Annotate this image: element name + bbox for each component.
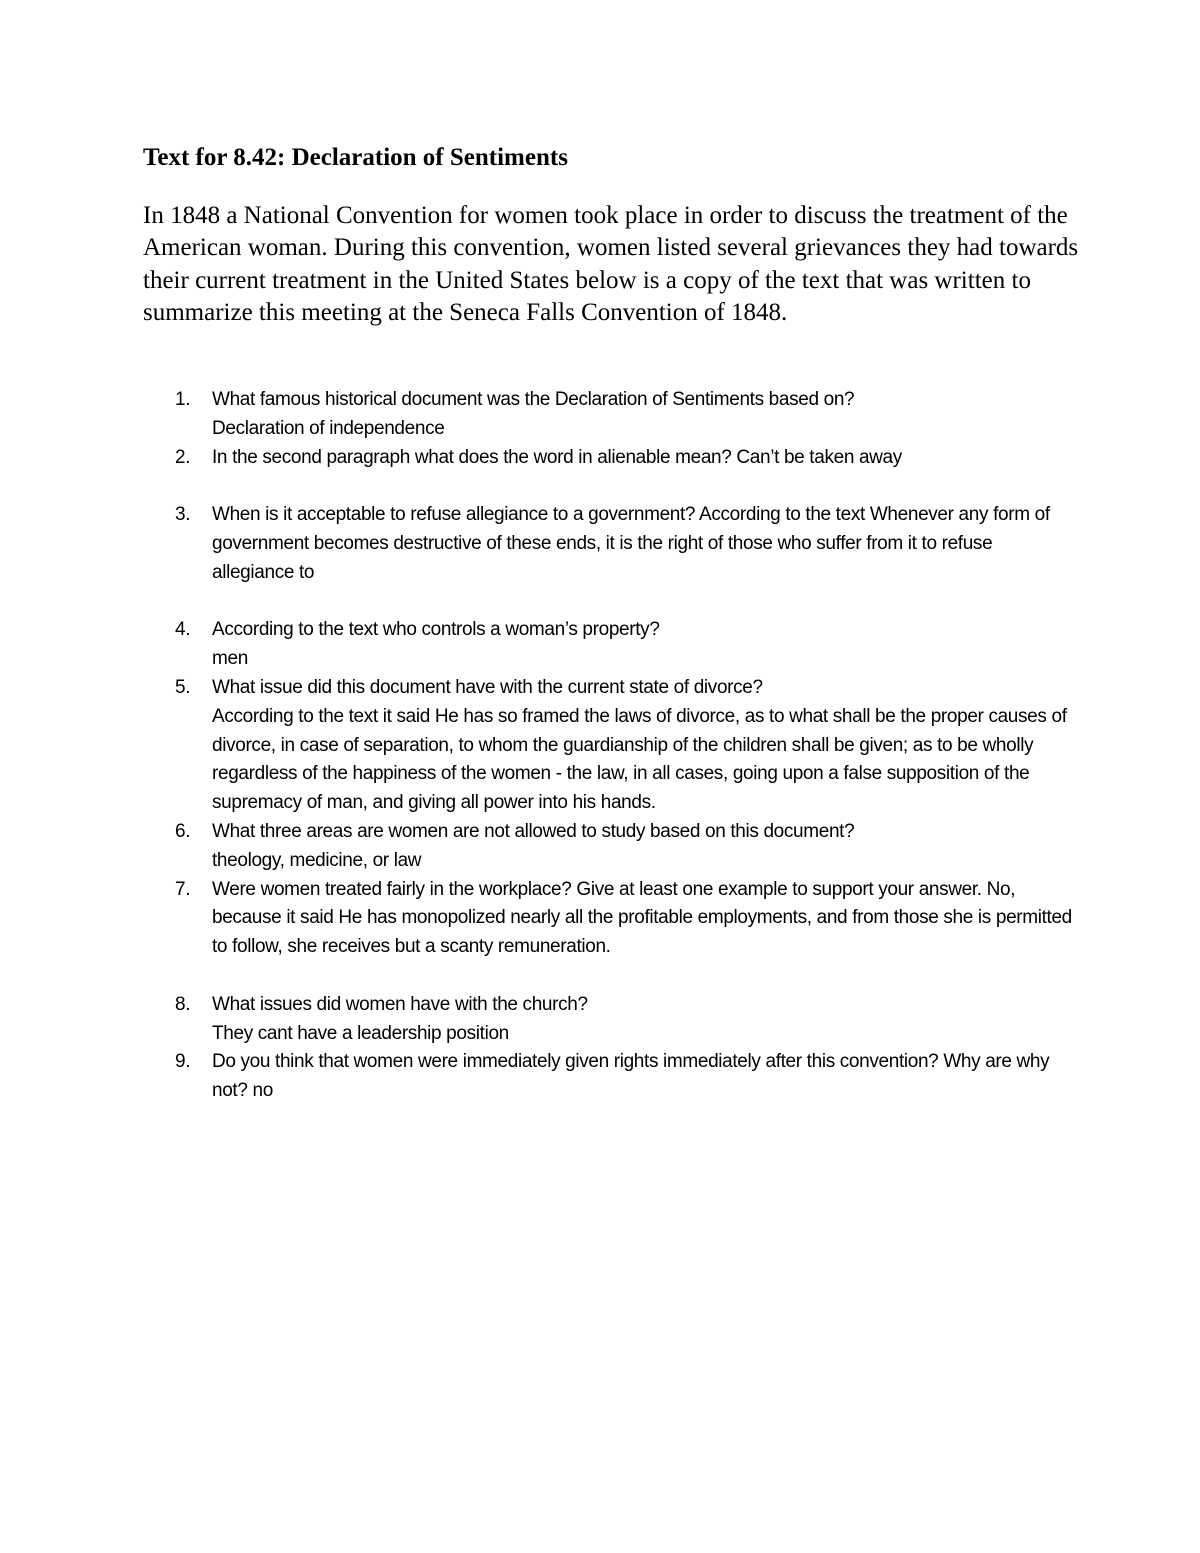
question-text: What three areas are women are not allowed to study based on this document? [212,820,855,842]
answer-text: Can’t be taken away [736,446,902,468]
question-number: 1. [175,389,191,410]
intro-paragraph: In 1848 a National Convention for women took place in order to discuss the treatment of the American woman. During this convention, women listed several grievances they had towards their current treatment in the United States below is a copy of the text that was written to summarize this meeting at the Seneca Falls Convention of 1848. [143,202,1079,327]
answer-text: According to the text it said He has so framed the laws of divorce, as to what shall be the proper causes of divorce, in case of separation, to whom the guardianship of the children shall be given; as to be wholly regardless of the happiness of the women - the law, in all cases, going upon a false supposition of the supremacy of man, and giving all power into his hands. [212,705,1067,814]
question-item [143,616,1073,674]
question-number: 2. [175,446,191,468]
answer-text: Declaration of independence [212,417,445,439]
answer-text: theology, medicine, or law [212,849,422,871]
question-item [143,501,1073,587]
question-item [143,991,1073,1049]
question-number: 5. [175,676,191,698]
question-item [143,674,1073,818]
question-item [143,444,1073,473]
question-number: 6. [175,820,191,842]
question-text: In the second paragraph what does the word in alienable mean? [212,446,732,468]
question-number: 4. [175,619,191,641]
question-number: 7. [175,878,191,900]
question-text: Do you think that women were immediately given rights immediately after this convention? Why are why not? [212,1051,1050,1102]
question-number: 9. [175,1051,191,1073]
question-number: 3. [175,504,191,526]
answer-text: men [212,648,248,670]
document-title: Text for 8.42: Declaration of Sentiments [143,144,568,171]
answer-text: No, because it said He has monopolized nearly all the profitable employments, and from those she is permitted to follow, she receives but a scanty remuneration. [212,878,1072,958]
question-text: When is it acceptable to refuse allegiance to a government? [212,504,696,526]
question-text: What famous historical document was the Declaration of Sentiments based on? [212,389,855,410]
question-text: Were women treated fairly in the workplace? Give at least one example to support your answer. [212,878,982,900]
question-item [143,1048,1073,1106]
question-item [143,818,1073,876]
question-number: 8. [175,993,191,1015]
answer-text: no [252,1080,273,1102]
question-item [143,876,1073,962]
question-text: What issue did this document have with the current state of divorce? [212,676,763,698]
answer-text: They cant have a leadership position [212,1022,509,1044]
question-list [143,386,1073,1106]
answer-text: According to the text Whenever any form of government becomes destructive of these ends, it is the right of those who suffer from it to refuse allegiance to [212,504,1050,583]
question-text: What issues did women have with the church? [212,993,588,1015]
question-text: According to the text who controls a woman’s property? [212,619,660,641]
question-item [143,386,1073,444]
